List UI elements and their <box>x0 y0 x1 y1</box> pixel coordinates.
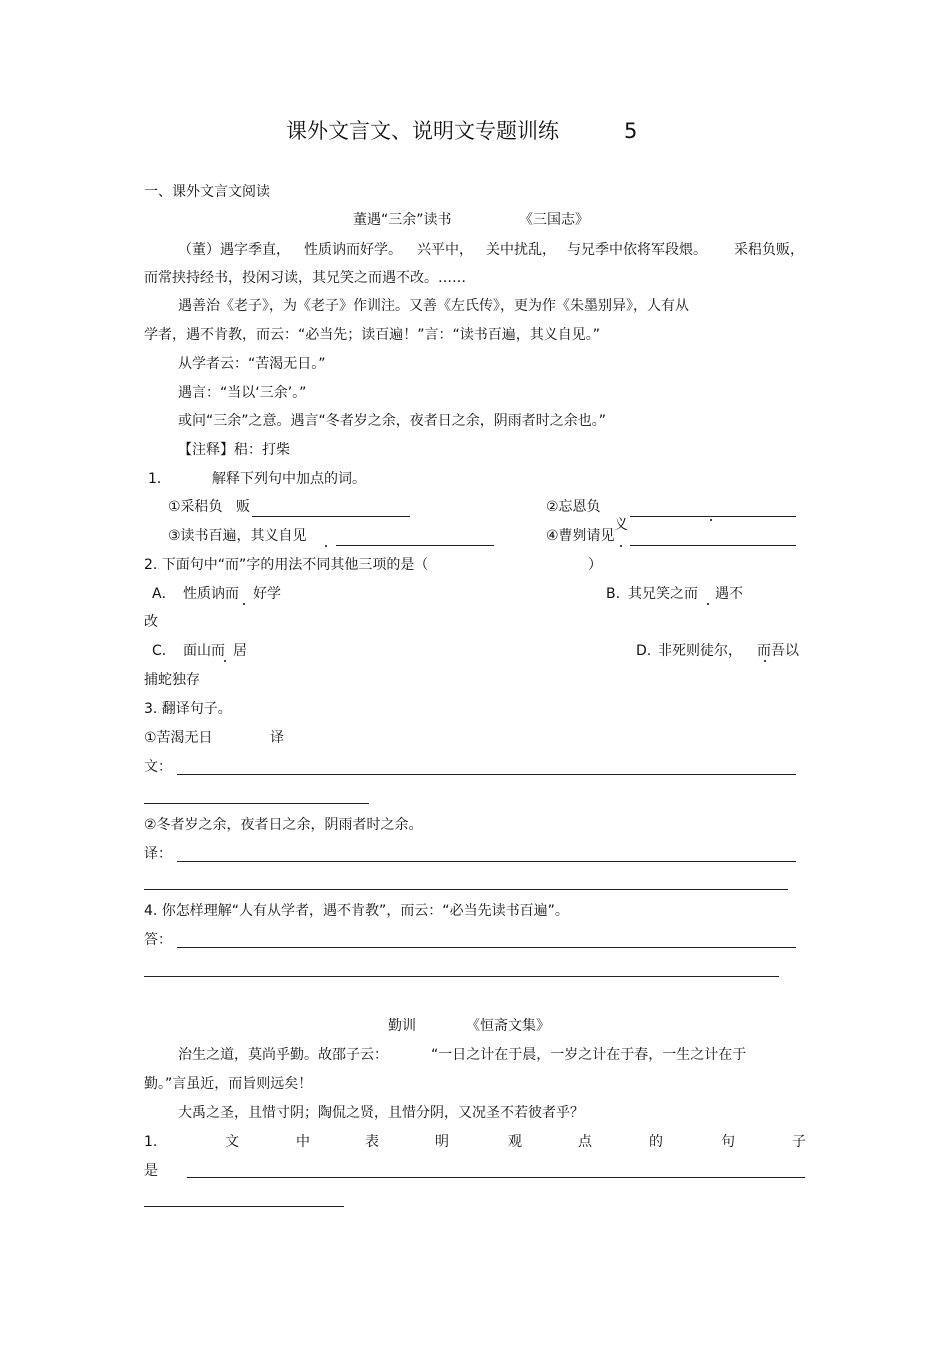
option-text: 性质讷而 <box>183 586 239 602</box>
question-char: 中 <box>296 1134 310 1150</box>
option-text: 好学 <box>253 586 281 602</box>
question-text: ） <box>588 557 602 573</box>
question-char: 文 <box>225 1134 239 1150</box>
paragraph-text: 学者，遇不肯教，而云：“必当先；读百遍！”言：“读书百遍，其义自见。” <box>144 327 601 343</box>
option-text: 改 <box>144 614 158 630</box>
option-text: 其兄笑之而 <box>628 586 698 602</box>
answer-line[interactable] <box>144 1206 344 1207</box>
paragraph-text: 遇善治《老子》，为《老子》作训注。又善《左氏传》，更为作《朱墨别异》，人有从 <box>178 298 689 314</box>
paragraph-text: 大禹之圣，且惜寸阴；陶侃之贤，且惜分阴，又况圣不若彼者乎？ <box>178 1105 584 1121</box>
question-char: 子 <box>792 1134 806 1150</box>
question-char: 1. <box>144 1134 158 1150</box>
option-label: A． <box>152 586 176 602</box>
emphasis-dot <box>620 545 622 547</box>
option-text: 遇不 <box>715 586 743 602</box>
question-text: 2. 下面句中“而”字的用法不同其他三项的是（ <box>144 557 429 573</box>
question-text: 4. 你怎样理解“人有从学者，遇不肯教”，而云：“必当先读书百遍”。 <box>144 903 569 919</box>
paragraph-text: 遇言：“当以‘三余’。” <box>178 385 307 401</box>
answer-blank[interactable] <box>336 545 494 546</box>
option-text: 而吾以 <box>757 643 799 659</box>
answer-line[interactable] <box>144 803 369 804</box>
question-char: 点 <box>578 1134 592 1150</box>
paragraph-text: 关中扰乱， <box>486 242 556 258</box>
answer-line[interactable] <box>177 774 796 775</box>
emphasis-dot <box>707 603 709 605</box>
emphasis-dot <box>243 603 245 605</box>
question-item: ②冬者岁之余，夜者日之余，阴雨者时之余。 <box>144 817 423 833</box>
question-item: ④曹刿请见 <box>546 528 615 544</box>
dotted-word: 贩 <box>236 498 950 516</box>
question-char: 的 <box>649 1134 663 1150</box>
option-text: 非死则徒尔， <box>658 643 742 659</box>
page-title-number: 5 <box>624 119 638 143</box>
emphasis-dot <box>325 545 327 547</box>
emphasis-dot <box>224 660 226 662</box>
page-title: 课外文言文、说明文专题训练 <box>286 119 559 143</box>
answer-blank[interactable] <box>630 516 796 517</box>
option-text: 捕蛇独存 <box>144 672 200 688</box>
question-char: 句 <box>721 1134 735 1150</box>
passage-title: 勤训 <box>388 1018 416 1034</box>
passage-source: 《恒斋文集》 <box>466 1018 550 1034</box>
dotted-word: 义 <box>614 516 950 534</box>
answer-blank[interactable] <box>630 545 796 546</box>
option-text: 居 <box>233 643 247 659</box>
paragraph-text: 从学者云：“苦渴无日。” <box>178 356 326 372</box>
answer-line[interactable] <box>177 861 796 862</box>
answer-line[interactable] <box>144 976 779 977</box>
question-char: 是 <box>144 1163 158 1179</box>
option-label: D. <box>636 643 652 659</box>
option-text: 面山而 <box>183 643 225 659</box>
question-char: 明 <box>435 1134 449 1150</box>
question-item: ②忘恩负 <box>546 499 601 515</box>
question-text: 解释下列句中加点的词。 <box>212 471 366 487</box>
answer-line[interactable] <box>144 889 788 890</box>
answer-label: 文： <box>144 759 172 775</box>
paragraph-text: （董）遇字季直， <box>178 242 290 258</box>
paragraph-text: 兴平中， <box>417 242 473 258</box>
paragraph-text: “一日之计在于晨，一岁之计在于春，一生之计在于 <box>431 1047 747 1063</box>
option-label: B. <box>606 586 621 602</box>
emphasis-dot <box>764 660 766 662</box>
paragraph-text: 而常挟持经书，投闲习读，其兄笑之而遇不改。…… <box>144 270 466 286</box>
passage-source: 《三国志》 <box>519 212 589 228</box>
answer-label: 译 <box>270 730 284 746</box>
option-label: C． <box>152 643 176 659</box>
paragraph-text: 或问“三余”之意。遇言“冬者岁之余，夜者日之余，阴雨者时之余也。” <box>178 413 607 429</box>
paragraph-text: 性质讷而好学。 <box>304 242 402 258</box>
paragraph-text: 治生之道，莫尚乎勤。故邵子云： <box>178 1047 388 1063</box>
answer-line[interactable] <box>187 1177 805 1178</box>
section-heading: 一、课外文言文阅读 <box>144 184 270 200</box>
question-item: ①苦渴无日 <box>144 730 213 746</box>
question-char: 观 <box>508 1134 522 1150</box>
question-item: ①采稆负 <box>168 499 223 515</box>
passage-title: 董遇“三余”读书 <box>353 212 452 228</box>
question-number: 1． <box>148 471 171 487</box>
question-text: 3. 翻译句子。 <box>144 701 232 717</box>
answer-line[interactable] <box>177 947 796 948</box>
paragraph-text: 勤。”言虽近，而旨则远矣！ <box>144 1076 313 1092</box>
question-char: 表 <box>365 1134 379 1150</box>
paragraph-text: 采稆负贩， <box>734 242 804 258</box>
paragraph-text: 与兄季中依将军段煨。 <box>567 242 707 258</box>
answer-label: 答： <box>144 932 172 948</box>
answer-label: 译： <box>144 846 172 862</box>
question-item: ③读书百遍，其义自见 <box>168 528 307 544</box>
answer-blank[interactable] <box>252 516 410 517</box>
annotation-note: 【注释】稆：打柴 <box>178 442 290 458</box>
